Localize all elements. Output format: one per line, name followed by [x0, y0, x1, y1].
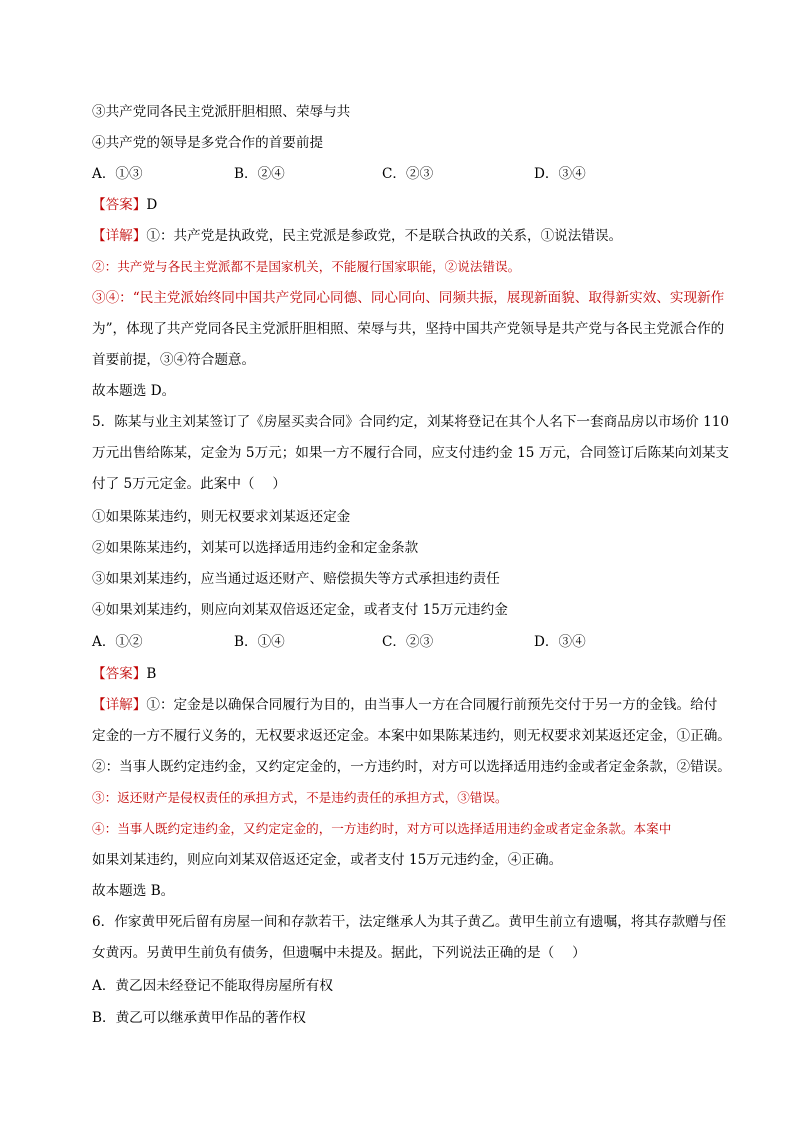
q4-detail-1	[92, 227, 732, 245]
q5-detail-1-line-1	[92, 696, 732, 714]
q5-statement-4: ④如果刘某违约，则应向刘某双倍返还定金，或者支付 15万元违约金	[92, 602, 508, 618]
q5-stem-line-1: 5．陈某与业主刘某签订了《房屋买卖合同》合同约定，刘某将登记在其个人名下一套商品房以市场价 110	[92, 414, 730, 430]
q5-statement-2: ②如果陈某违约，刘某可以选择适用违约金和定金条款	[92, 540, 419, 556]
q4-detail-2: ②：共产党与各民主党派都不是国家机关，不能履行国家职能，②说法错误。	[92, 259, 521, 274]
q5-detail-4-line-2: 如果刘某违约，则应向刘某双倍返还定金，或者支付 15万元违约金，④正确。	[92, 852, 563, 868]
q4-option-c: C．②③	[382, 166, 434, 182]
q4-option-a: A．①③	[92, 166, 143, 182]
q5-answer	[92, 665, 732, 683]
q5-detail-tag: 【详解】	[92, 697, 147, 713]
q4-option-b: B．②④	[234, 166, 285, 182]
q5-conclusion: 故本题选 B。	[92, 883, 175, 899]
q5-stem-line-2: 万元出售给陈某，定金为 5万元；如果一方不履行合同，应支付违约金 15 万元，合同签订后陈某向刘某支	[92, 445, 730, 461]
q5-option-d: D．③④	[534, 634, 586, 650]
q4-answer	[92, 196, 732, 214]
q6-option-a: A．黄乙因未经登记不能取得房屋所有权	[92, 978, 333, 994]
q5-statement-1: ①如果陈某违约，则无权要求刘某返还定金	[92, 509, 351, 525]
q4-statement-3: ③共产党同各民主党派肝胆相照、荣辱与共	[92, 104, 351, 120]
q6-stem-line-2: 女黄丙。另黄甲生前负有债务，但遗嘱中未提及。据此，下列说法正确的是（ ）	[92, 945, 586, 961]
q4-answer-tag: 【答案】	[92, 197, 147, 213]
q5-detail-2: ②：当事人既约定违约金，又约定定金的，一方违约时，对方可以选择适用违约金或者定金条款，②错误。	[92, 759, 731, 775]
q5-detail-4-line-1: ④：当事人既约定违约金，又约定定金的，一方违约时，对方可以选择适用违约金或者定金条款。本案中	[92, 821, 672, 836]
q5-detail-1-line-2: 定金的一方不履行义务的，无权要求返还定金。本案中如果陈某违约，则无权要求刘某返还定金，①正确。	[92, 728, 731, 744]
q4-options	[92, 165, 732, 183]
q5-stem-line-3: 付了 5万元定金。此案中（ ）	[92, 476, 287, 492]
q5-option-b: B．①④	[234, 634, 285, 650]
q5-detail-1-text: ①：定金是以确保合同履行为目的，由当事人一方在合同履行前预先交付于另一方的金钱。给付	[146, 697, 718, 713]
q5-option-a: A．①②	[92, 634, 143, 650]
q5-detail-3: ③：返还财产是侵权责任的承担方式，不是违约责任的承担方式，③错误。	[92, 790, 508, 805]
q5-statement-3: ③如果刘某违约，应当通过返还财产、赔偿损失等方式承担违约责任	[92, 571, 500, 587]
q4-conclusion: 故本题选 D。	[92, 383, 176, 399]
q4-statement-4: ④共产党的领导是多党合作的首要前提	[92, 135, 324, 151]
q5-answer-tag: 【答案】	[92, 666, 147, 682]
q4-detail-3-line-2: 为”，体现了共产党同各民主党派肝胆相照、荣辱与共，坚持中国共产党领导是共产党与各民主党派合作的	[92, 321, 725, 337]
q4-detail-3-line-3: 首要前提，③④符合题意。	[92, 352, 256, 368]
q5-options	[92, 633, 732, 651]
q4-detail-1-text: ①：共产党是执政党，民主党派是参政党，不是联合执政的关系，①说法错误。	[146, 228, 623, 244]
q5-option-c: C．②③	[382, 634, 434, 650]
q4-detail-tag: 【详解】	[92, 228, 147, 244]
q6-stem-line-1: 6．作家黄甲死后留有房屋一间和存款若干，法定继承人为其子黄乙。黄甲生前立有遗嘱，将其存款赠与侄	[92, 914, 726, 930]
q6-option-b: B．黄乙可以继承黄甲作品的著作权	[92, 1010, 306, 1026]
q4-answer-value: D	[146, 197, 158, 213]
q5-answer-value: B	[146, 666, 157, 682]
q4-detail-3-line-1: ③④：“民主党派始终同中国共产党同心同德、同心同向、同频共振，展现新面貌、取得新实效、实现新作	[92, 290, 725, 306]
q4-option-d: D．③④	[534, 166, 586, 182]
